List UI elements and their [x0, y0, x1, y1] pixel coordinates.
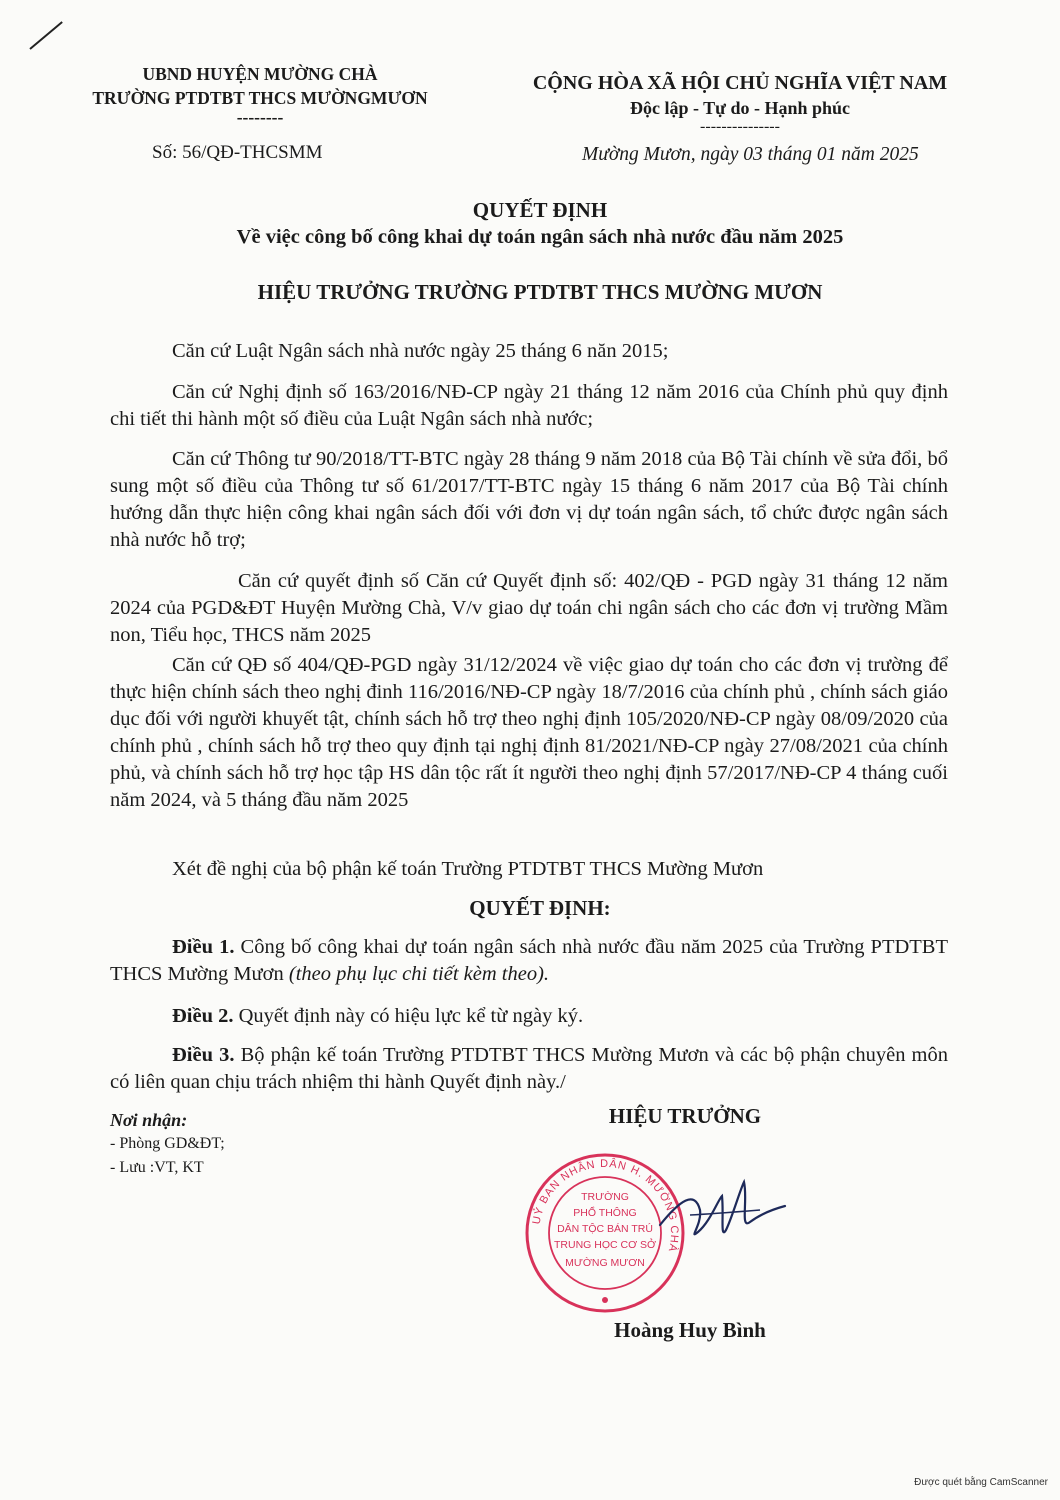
recipients-heading: Nơi nhận:	[110, 1110, 188, 1130]
recipient-item: - Phòng GD&ĐT;	[110, 1135, 225, 1152]
signer-title: HIỆU TRƯỞNG	[608, 1104, 762, 1128]
seal-line: PHỔ THÔNG	[573, 1207, 637, 1219]
issuing-authority: HIỆU TRƯỞNG TRƯỜNG PTDTBT THCS MƯỜNG MƯƠN	[257, 280, 823, 304]
doc-number: Số: 56/QĐ-THCSMM	[152, 142, 323, 163]
decision-subject: Về việc công bố công khai dự toán ngân sách nhà nước đầu năm 2025	[236, 226, 844, 248]
seal-line: MƯỜNG MƯƠN	[565, 1257, 645, 1269]
issuer-school: TRƯỜNG PTDTBT THCS MƯỜNGMƯƠN	[92, 88, 428, 108]
basis-6: Xét đề nghị của bộ phận kế toán Trường PTDTBT THCS Mường Mươn	[172, 858, 764, 880]
handwritten-signature	[640, 1170, 790, 1260]
scanner-footer: Được quét bằng CamScanner	[914, 1477, 1048, 1488]
decision-title: QUYẾT ĐỊNH	[472, 198, 608, 222]
header-right	[470, 70, 1010, 134]
seal-line: TRƯỜNG	[581, 1191, 629, 1203]
article-2: Điều 2. Quyết định này có hiệu lực kể từ ngày ký.	[172, 1005, 584, 1027]
article-3-label: Điều 3.	[172, 1044, 235, 1066]
article-1-label: Điều 1.	[172, 936, 235, 958]
article-1: Điều 1. Công bố công khai dự toán ngân sách nhà nước đầu năm 2025 của Trường PTDTBT THCS Mường Mươn (theo phụ lục chi tiết kèm theo).	[110, 936, 948, 985]
basis-2: Căn cứ Nghị định số 163/2016/NĐ-CP ngày 21 tháng 12 năm 2016 của Chính phủ quy định chi tiết thi hành một số điều của Luật Ngân sách nhà nước;	[110, 381, 948, 430]
article-1-note: (theo phụ lục chi tiết kèm theo).	[288, 963, 550, 985]
article-2-label: Điều 2.	[172, 1005, 234, 1027]
basis-5: Căn cứ QĐ số 404/QĐ-PGD ngày 31/12/2024 về việc giao dự toán cho các đơn vị trường để thực hiện chính sách theo nghị đinh 116/2016/NĐ-CP ngày 18/7/2016 của chính phủ , chính sách giáo dục đối với người khuyết tật, chính sách hỗ trợ theo nghị định 105/2020/NĐ-CP ngày 08/09/2020 của chính phủ , chính sách hỗ trợ theo quy định tại nghị định 81/2021/NĐ-CP ngày 27/08/2021 của chính phủ, và chính sách hỗ trợ học tập HS dân tộc rất ít người theo nghị định 57/2017/NĐ-CP 4 tháng cuối năm 2024, và 5 tháng đầu năm 2025	[110, 654, 948, 811]
seal-line: TRUNG HỌC CƠ SỞ	[553, 1239, 657, 1251]
basis-3: Căn cứ Thông tư 90/2018/TT-BTC ngày 28 tháng 9 năm 2018 của Bộ Tài chính về sửa đổi, bổ sung một số điều của Thông tư số 61/2017/TT-BTC ngày 15 tháng 6 năm 2017 của Bộ Tài chính hướng dẫn thực hiện công khai ngân sách đối với đơn vị dự toán ngân sách, tổ chức được ngân sách nhà nước hỗ trợ;	[110, 448, 948, 551]
seal-ring-text: UỶ BAN NHÂN DÂN H. MƯỜNG CHÀ	[530, 1157, 681, 1254]
basis-4: Căn cứ quyết định số Căn cứ Quyết định số: 402/QĐ - PGD ngày 31 tháng 12 năm 2024 của PGD&ĐT Huyện Mường Chà, V/v giao dự toán chi ngân sách cho các đơn vị trường Mầm non, Tiểu học, THCS năm 2025	[110, 570, 948, 646]
article-3: Điều 3. Bộ phận kế toán Trường PTDTBT THCS Mường Mươn và các bộ phận chuyên môn có liên quan chịu trách nhiệm thi hành Quyết định này./	[110, 1044, 949, 1093]
recipients	[110, 1108, 225, 1180]
national-title: CỘNG HÒA XÃ HỘI CHỦ NGHĨA VIỆT NAM	[532, 72, 948, 94]
basis-1: Căn cứ Luật Ngân sách nhà nước ngày 25 tháng 6 năn 2015;	[172, 340, 669, 362]
recipient-item: - Lưu :VT, KT	[110, 1159, 204, 1176]
header-right-divider: ---------------	[700, 118, 780, 135]
pen-mark	[29, 21, 62, 50]
national-motto: Độc lập - Tự do - Hạnh phúc	[629, 98, 851, 118]
decision-heading: QUYẾT ĐỊNH:	[469, 896, 611, 920]
place-date: Mường Mươn, ngày 03 tháng 01 năm 2025	[582, 144, 919, 165]
signer-name: Hoàng Huy Bình	[614, 1318, 766, 1342]
issuer-authority: UBND HUYỆN MƯỜNG CHÀ	[142, 64, 378, 84]
seal-line: DÂN TỘC BÁN TRÚ	[557, 1223, 653, 1235]
header-left-divider: --------	[236, 107, 284, 127]
header-left	[60, 62, 460, 127]
